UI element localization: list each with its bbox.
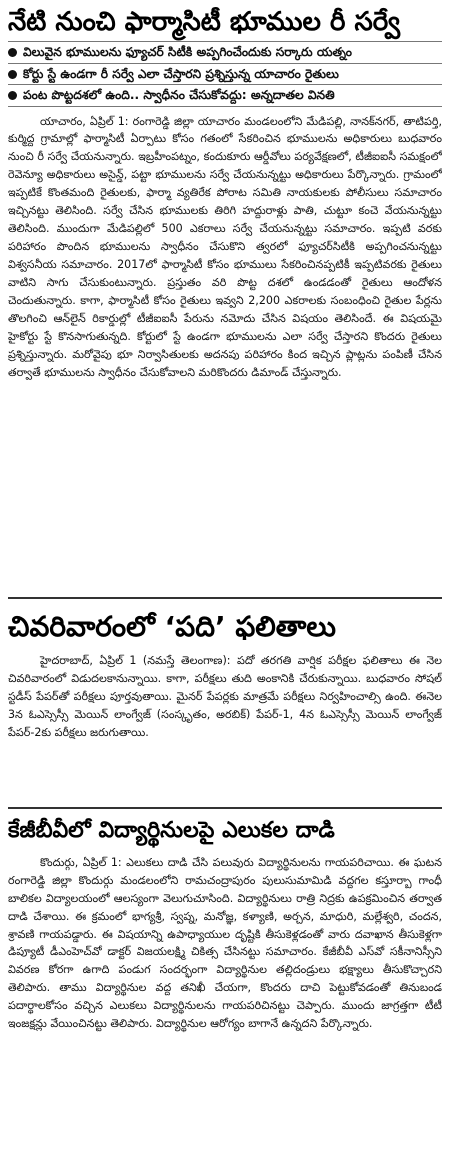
- article-body: [8, 854, 442, 1034]
- headline-kgbv-rats: కేజీబీవీలో విద్యార్థినులపై ఎలుకల దాడి: [8, 818, 335, 843]
- article-body: [8, 113, 442, 383]
- article-paragraph: యాచారం, ఏప్రిల్ 1: రంగారెడ్డి జిల్లా యాచారం మండలంలోని మేడిపల్లి, నానక్‌నగర్, తాటిపర్తి, కుర్మిద్ద గ్రామాల్లో ఫార్మాసిటీ ఏర్పాటు కోసం గతంలో సేకరించిన భూములను అధికారులు బుధవారం నుంచి రీ సర్వే చేయనున్నారు. ఇబ్రహీంపట్నం, కందుకూరు ఆర్డీవోలు పర్యవేక్షణలో, టీజీఐఐసీ సమక్షంలో రెవెన్యూ అధికారులు అసైన్డ్, పట్టా భూములను సర్వే చేయనున్నట్టు అధికారులు పేర్కొన్నారు. గ్రామంలో ఇప్పటికే కొంతమంది రైతులకు, ఫార్మా వ్యతిరేక పోరాట సమితి నాయకులకు పోలీసులు సమాచారం ఇచ్చినట్టు తెలిసింది. సర్వే చేసిన భూములకు తిరిగి హద్దురాళ్లు పాతి, చుట్టూ కంచె వేయనున్నట్టు తెలిసింది. ముందుగా మేడిపల్లిలో 500 ఎకరాలు సర్వే చేయనున్నట్టు సమాచారం. ఇప్పటి వరకు పరిహారం పొందిన భూములను స్వాధీనం చేసుకొని త్వరలో ఫ్యూచర్‌సిటీకి అప్పగించనున్నట్టు విశ్వసనీయ సమాచారం. 2017లో ఫార్మాసిటీ కోసం భూములు సేకరించినప్పటికీ ఇప్పటివరకు రైతులు వాటిని సాగు చేసుకుంటున్నారు. ప్రస్తుతం వరి పొట్ట దశలో ఉండడంతో రైతులు ఆందోళన చెందుతున్నారు. కాగా, ఫార్మాసిటీ కోసం రైతులు ఇవ్వని 2,200 ఎకరాలకు సంబంధించి రైతుల పేర్లను తొలగించి ఆన్‌లైన్ రికార్డుల్లో టీజీఐఐసీ పేరును నమోదు చేసిన విషయం తెలిసిందే. ఈ విషయమై హైకోర్టు స్టే కొనసాగుతున్నది. కోర్టులో స్టే ఉండగా భూములను ఎలా సర్వే చేస్తారని కొందరు రైతులు ప్రశ్నిస్తున్నారు. మరోవైపు భూ నిర్వాసితులకు అదనపు పరిహారం కింద ఇచ్చిన ప్లాట్లను పంపిణీ చేసిన తర్వాతే భూములను స్వాధీనం చేసుకోవాలని మరికొందరు డిమాండ్ చేస్తున్నారు.: [8, 114, 442, 380]
- article-paragraph: హైదరాబాద్, ఏప్రిల్ 1 (నమస్తే తెలంగాణ): పదో తరగతి వార్షిక పరీక్షల ఫలితాలు ఈ నెల చివరివారంలో విడుదలకానున్నాయి. కాగా, పరీక్షలు తుది అంకానికి చేరుకున్నాయి. బుధవారం సోషల్ స్టడీస్ పేపర్‌తో పరీక్షలు పూర్తవుతాయి. మైనర్ పేపర్లకు మాత్రమే పరీక్షలు నిర్వహించాల్సి ఉంది. ఈనెల 3న ఓఎస్సెస్సీ మెయిన్ లాంగ్వేజ్ (సంస్కృతం, అరబిక్) పేపర్-1, 4న ఓఎస్సెస్సీ మెయిన్ లాంగ్వేజ్ పేపర్-2కు పరీక్షలు జరుగుతాయి.: [8, 654, 442, 740]
- headline-pharmacity: నేటి నుంచి ఫార్మాసిటీ భూముల రీ సర్వే: [8, 7, 401, 37]
- subheadline-text: కోర్టు స్టే ఉండగా రీ సర్వే ఎలా చేస్తారని ప్రశ్నిస్తున్న యాచారం రైతులు: [23, 66, 339, 81]
- bullet-icon: [8, 48, 17, 57]
- article-kgbv-rats: [8, 813, 442, 1033]
- subheadline-text: పంట పొట్టదశలో ఉంది.. స్వాధీనం చేసుకోవద్దు: అన్నదాతల వినతి: [23, 88, 335, 103]
- bullet-icon: [8, 70, 17, 79]
- subheadline-item: [8, 84, 442, 106]
- article-pharmacity: [8, 6, 442, 591]
- article-divider: [8, 597, 442, 599]
- bullet-icon: [8, 91, 17, 100]
- subheadline-item: [8, 41, 442, 62]
- article-paragraph: కొందుర్గు, ఏప్రిల్ 1: ఎలుకలు దాడి చేసి పలువురు విద్యార్థినులను గాయపరిచాయి. ఈ ఘటన రంగారెడ్డి జిల్లా కొందుర్గు మండలంలోని రామచంద్రాపురం పులుసుమామిడి వద్దగల కస్తూర్బా గాంధీ బాలికల విద్యాలయంలో ఆలస్యంగా వెలుగుచూసింది. విద్యార్థినులు రాత్రి నిద్రకు ఉపక్రమించిన తర్వాత దాడి చేశాయి. ఈ క్రమంలో భాగ్యశ్రీ, స్వప్న, మనోజ్ఞ, కళ్యాణి, అర్చన, మాధురి, మల్లేశ్వరి, చందన, శ్రావణి గాయపడ్డారు. ఈ విషయాన్ని ఉపాధ్యాయుల దృష్టికి తీసుకెళ్లడంతో వారు దవాఖాన తీసుకెళ్లగా డిప్యూటీ డీఎంహెచ్‌వో డాక్టర్ విజయలక్ష్మి చికిత్స చేసినట్టు సమాచారం. కేజీబీవీ ఎస్‌వో సకీనానిస్సీని వివరణ కోరగా ఉగాది పండుగ సందర్భంగా విద్యార్థినుల తల్లిదండ్రులు భక్ష్యాలు తీసుకొచ్చారని తెలిపారు. తాము విద్యార్థినుల వద్ద తనిఖీ చేయగా, కొందరు దాచి పెట్టుకోవడంతో తినుబండ పదార్థాలకోసం వచ్చిన ఎలుకలు విద్యార్థినులను గాయపరిచినట్టు చెప్పారు. ముందు జాగ్రత్తగా టీటీ ఇంజక్షన్లు వేయించినట్టు తెలిపారు. విద్యార్థినుల ఆరోగ్యం బాగానే ఉన్నదని పేర్కొన్నారు.: [8, 855, 442, 1031]
- subheadline-item: [8, 63, 442, 84]
- subheadline-text: విలువైన భూములను ఫ్యూచర్ సిటీకి అప్పగించేందుకు సర్కారు యత్నం: [23, 45, 352, 60]
- headline-ssc-results: చివరివారంలో ‘పది’ ఫలితాలు: [8, 610, 336, 643]
- article-divider: [8, 807, 442, 809]
- subheadline-list: [8, 41, 442, 106]
- article-body: [8, 652, 442, 742]
- article-ssc-results: [8, 603, 442, 801]
